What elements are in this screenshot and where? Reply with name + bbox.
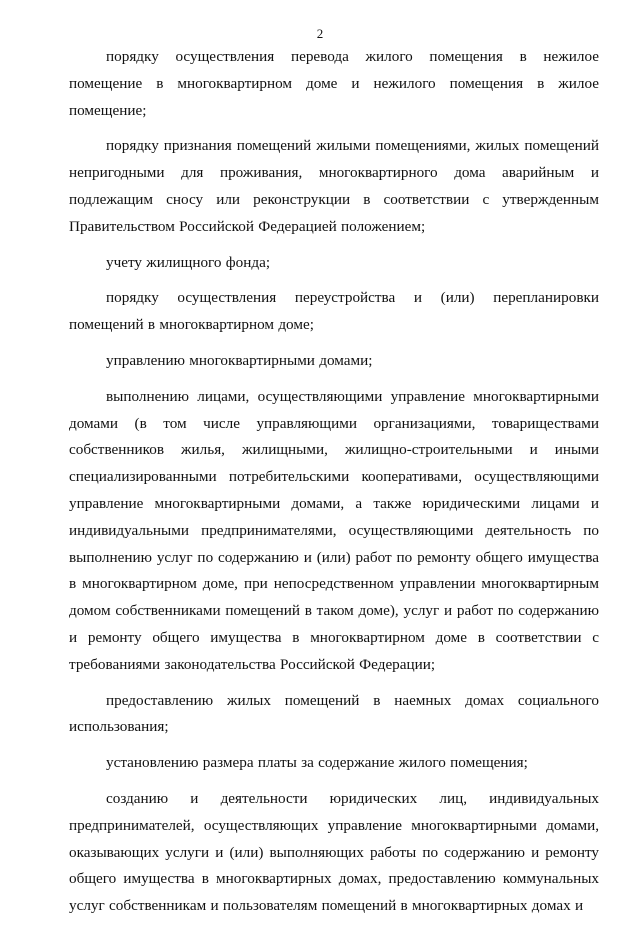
paragraph-maintenance-fee: установлению размера платы за содержание жилого помещения; xyxy=(106,754,528,772)
paragraph-recognition-order: порядку признания помещений жилыми помещениями, жилых помещений непригодными для проживания, многоквартирного дома аварийным и подлежащим сносу или реконструкции в соответствии с утвержденным Правительством Российской Федерацией положением; xyxy=(69,137,599,235)
page-number: 2 xyxy=(316,26,324,41)
paragraph-management-performance: выполнению лицами, осуществляющими управление многоквартирными домами (в том числе управляющими организациями, товариществами собственников жилья, жилищными, жилищно-строительными и иными специализированными потребительскими кооперативами, осуществляющими управление многоквартирными домами, а также юридическими лицами и индивидуальными предпринимателями, осуществляющими деятельность по выполнению услуг по содержанию и (или) работ по ремонту общего имущества в многоквартирном доме, при непосредственном управлении многоквартирным домом собственниками помещений в таком доме), услуг и работ по содержанию и ремонту общего имущества в многоквартирном доме в соответствии с требованиями законодательства Российской Федерации; xyxy=(69,387,599,673)
document-body xyxy=(69,44,599,929)
paragraph-legal-entities: созданию и деятельности юридических лиц, индивидуальных предпринимателей, осуществляющих управление многоквартирными домами, оказывающих услуги и (или) выполняющих работы по содержанию и ремонту общего имущества в многоквартирных домах, предоставлению коммунальных услуг собственникам и пользователям помещений в многоквартирных домах и xyxy=(69,789,599,915)
paragraph-building-management: управлению многоквартирными домами; xyxy=(106,351,373,369)
paragraph-social-housing: предоставлению жилых помещений в наемных домах социального использования; xyxy=(69,691,599,736)
paragraph-housing-accounting: учету жилищного фонда; xyxy=(106,253,271,271)
paragraph-reconstruction-order: порядку осуществления переустройства и (или) перепланировки помещений в многоквартирном доме; xyxy=(69,289,599,334)
paragraph-conversion-order: порядку осуществления перевода жилого помещения в нежилое помещение в многоквартирном доме и нежилого помещения в жилое помещение; xyxy=(69,48,599,119)
